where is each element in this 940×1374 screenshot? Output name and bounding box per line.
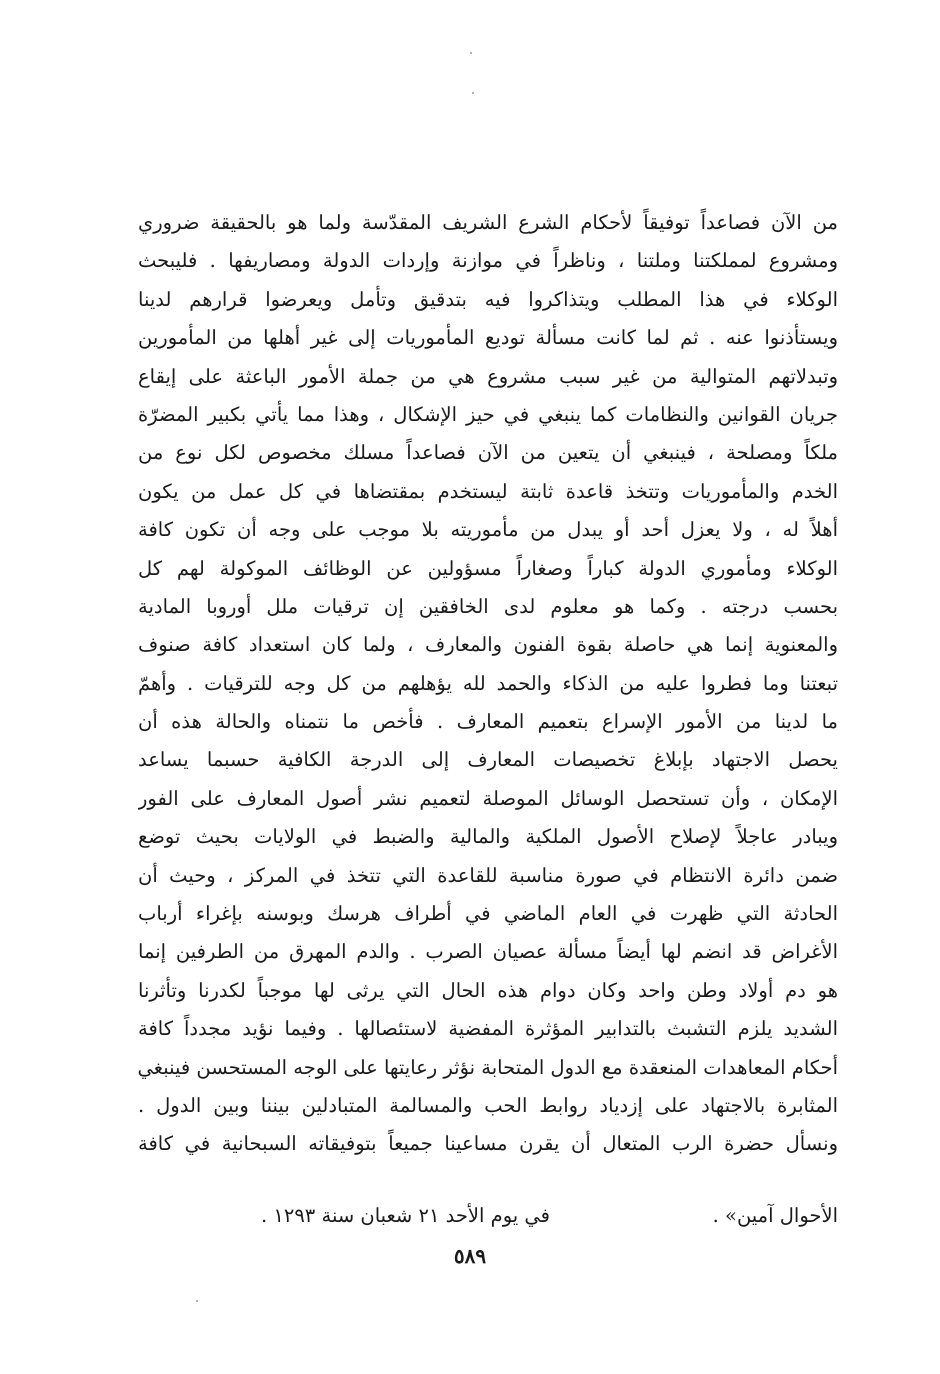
text-line: ضمن دائرة الانتظام في صورة مناسبة للقاعدة التي تتخذ في المركز ، وحيث أن [138,863,838,887]
text-line: أحكام المعاهدات المنعقدة مع الدول المتحابة نؤثر رعايتها على الوجه المستحسن فينبغي [138,1055,838,1079]
text-line: ونسأل حضرة الرب المتعال أن يقرن مساعينا جميعاً بتوفيقاته السبحانية في كافة [138,1132,838,1156]
page-number: ٥٨٩ [453,1244,487,1268]
text-line: ومشروع لمملكتنا وملتنا ، وناظراً في موازنة وإردات الدولة ومصاريفها . فليبحث [138,249,838,273]
text-line: الوكلاء ومأموري الدولة كباراً وصغاراً مسؤولين عن الوظائف الموكولة لهم كل [138,556,838,580]
text-line: الأغراض قد انضم لها أيضاً مسألة عصيان الصرب . والدم المهرق من الطرفين إنما [138,940,838,964]
text-line: من الآن فصاعداً توفيقاً لأحكام الشرع الشريف المقدّسة ولما هو بالحقيقة ضروري [138,211,838,234]
scan-speck [196,1300,198,1302]
text-line: أهلاً له ، ولا يعزل أحد أو يبدل من مأموريته بلا موجب على وجه أن تكون كافة [138,518,838,542]
text-line: ويستأذنوا عنه . ثم لما كانت مسألة توديع المأموريات إلى غير أهلها من المأمورين [138,326,838,350]
text-line: جريان القوانين والنظامات كما ينبغي في حيز الإشكال ، وهذا مما يأتي بكبير المضرّة [138,402,838,426]
text-line: وتبدلاتهم المتوالية من غير سبب مشروع هي من جملة الأمور الباعثة على إيقاع [138,364,838,388]
date-line: في يوم الأحد ٢١ شعبان سنة ١٢٩٣ . [260,1204,550,1227]
text-line: هو دم أولاد وطن واحد وكان دوام هذه الحال التي يرثى لها موجباً لكدرنا وتأثرنا [138,978,838,1002]
text-line: الوكلاء في هذا المطلب ويتذاكروا فيه بتدقيق وتأمل ويعرضوا قرارهم لدينا [138,287,838,311]
text-line: بحسب درجته . وكما هو معلوم لدى الخافقين إن ترقيات ملل أوروبا المادية [138,594,838,618]
text-line: ويبادر عاجلاً لإصلاح الأصول الملكية والمالية والضبط في الولايات بحيث توضع [138,825,838,849]
closing-text: الأحوال آمين» . [712,1204,838,1227]
text-line: تبعتنا وما فطروا عليه من الذكاء والحمد لله يؤهلهم من كل وجه للترقيات . وأهمّ [138,671,838,695]
text-line: الخدم والمأموريات وتتخذ قاعدة ثابتة ليستخدم بمقتضاها في كل عمل من يكون [138,479,838,503]
text-line: الشديد يلزم التشبث بالتدابير المؤثرة المفضية لاستئصالها . وفيما نؤيد مجدداً كافة [138,1017,838,1041]
text-line: الحادثة التي ظهرت في العام الماضي في أطراف هرسك وبوسنه بإغراء أرباب [138,902,838,926]
scan-speck [472,92,474,94]
text-line: يحصل الاجتهاد بإبلاغ تخصيصات المعارف إلى الدرجة الكافية حسبما يساعد [138,748,838,772]
text-line: ملكاً ومصلحة ، فينبغي أن يتعين من الآن فصاعداً مسلك مخصوص لكل نوع من [138,441,838,465]
body-text [138,204,838,1164]
text-line: المثابرة بالاجتهاد على إزدياد روابط الحب والمسالمة المتبادلين بيننا وبين الدول . [138,1093,838,1117]
text-line: الإمكان ، وأن تستحصل الوسائل الموصلة لتعميم نشر أصول المعارف على الفور [138,786,838,810]
text-line: والمعنوية إنما هي حاصلة بقوة الفنون والمعارف ، ولما كان استعداد كافة صنوف [138,633,838,657]
final-line [138,1197,838,1235]
scan-speck [470,52,472,54]
text-line: ما لدينا من الأمور الإسراع بتعميم المعارف . فأخص ما نتمناه والحالة هذه أن [138,710,838,734]
